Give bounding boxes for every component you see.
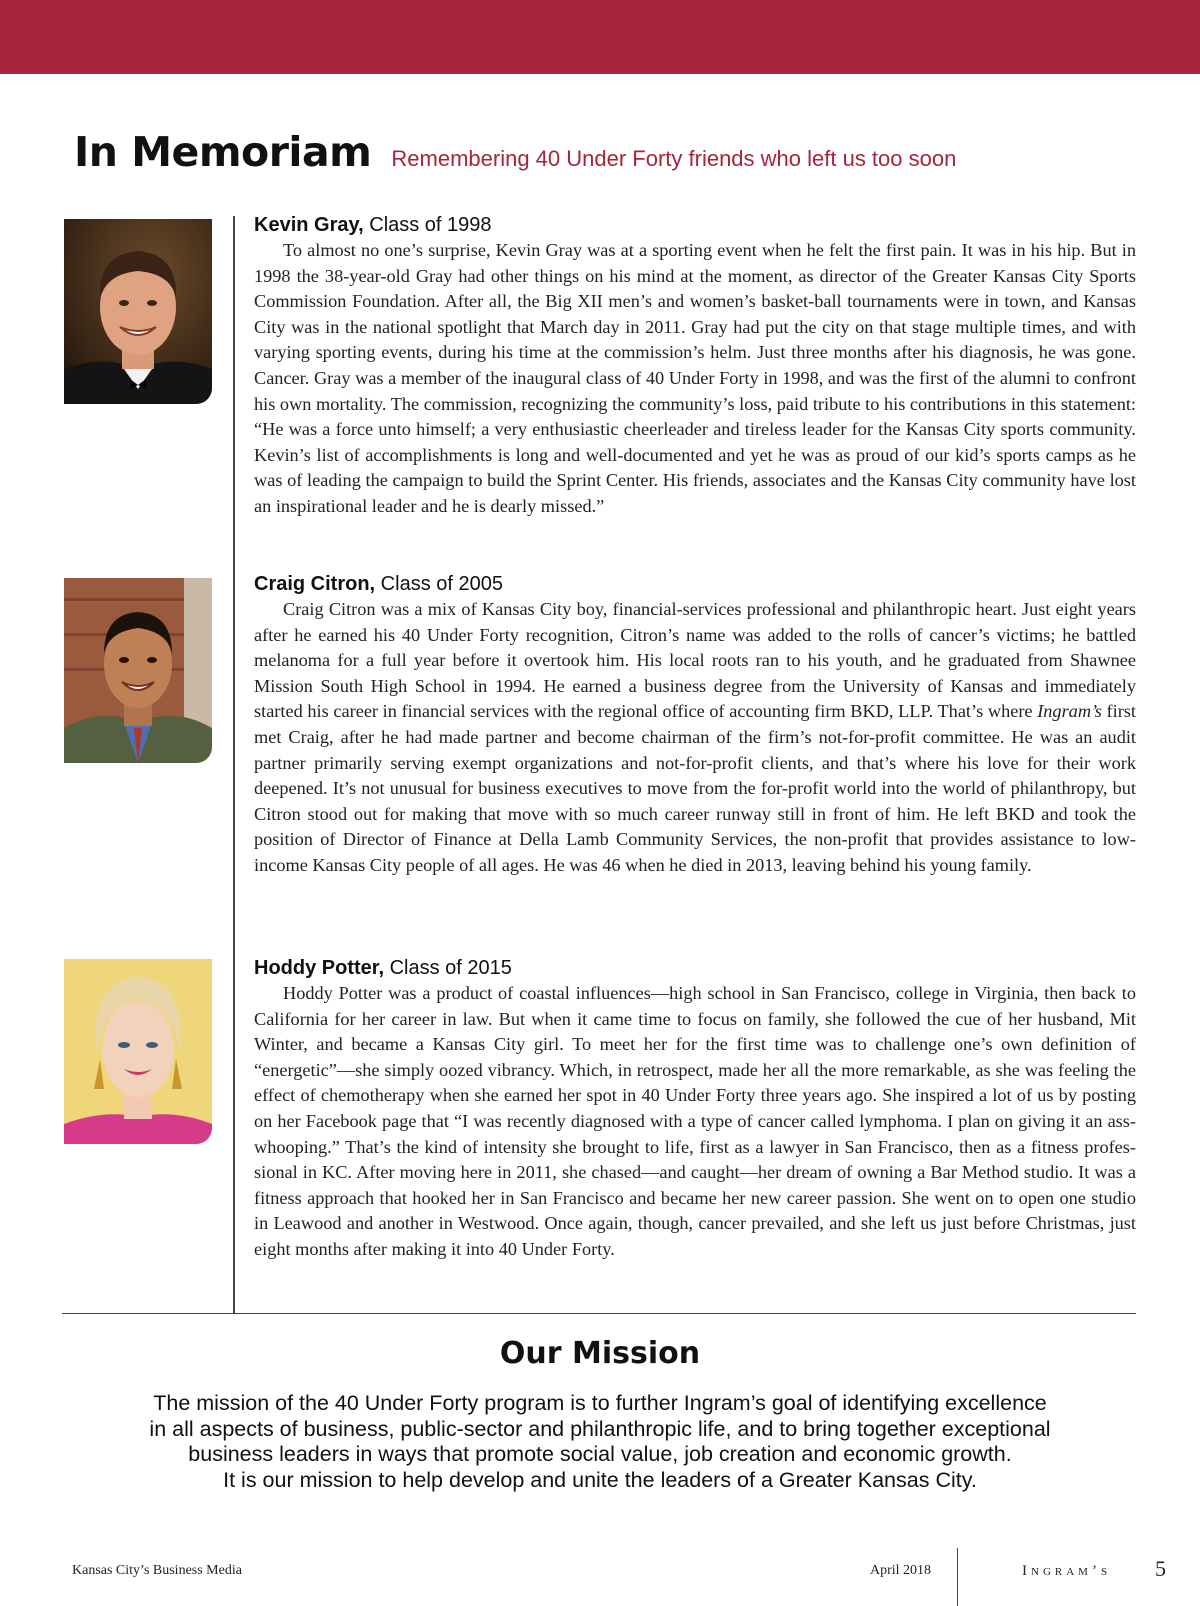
photo-hoddy-potter bbox=[64, 959, 212, 1144]
mission-line: business leaders in ways that promote social value, job creation and economic growth. bbox=[188, 1442, 1012, 1467]
entry-class: Class of 1998 bbox=[363, 214, 492, 236]
mission-statement bbox=[100, 1391, 1100, 1493]
footer-divider bbox=[957, 1548, 958, 1606]
entry-name: Hoddy Potter, bbox=[254, 957, 385, 979]
entry-body bbox=[254, 597, 1136, 879]
memoriam-entry-hoddy-potter bbox=[254, 955, 1136, 1263]
mission-line: It is our mission to help develop and unite the leaders of a Greater Kansas City. bbox=[223, 1467, 977, 1492]
entry-name: Kevin Gray, bbox=[254, 214, 364, 236]
entry-class: Class of 2015 bbox=[384, 957, 512, 979]
page-subtitle: Remembering 40 Under Forty friends who left us too soon bbox=[391, 146, 957, 171]
entry-body-text: Craig Citron was a mix of Kansas City boy, financial-services professional and philanthropic heart. Just eight years after he earned his 40 Under Forty recognition, Citron’s name was added to the rolls of cancer’s victims; he battled melanoma for a full year before it overtook him. His local roots ran to his youth, and he graduated from Shawnee Mission South High School in 1994. He earned a business degree from the University of Kansas and immediately started his career in financial services with the regional office of accounting firm BKD, LLP. That’s where bbox=[254, 599, 1136, 722]
publication-name: Ingram’s bbox=[1037, 701, 1102, 722]
entry-body-text: first met Craig, after he had made partner and become chairman of the firm’s not-for-profit committee. He was an audit partner primarily serving exempt organizations and not-for-profit clients, and that’s where his love for their work deepened. It’s not unusual for business executives to move from the for-profit world into the world of philanthropy, but Citron stood out for making that move with so much career runway still in front of him. He left BKD and took the position of Director of Finance at Della Lamb Community Services, the non-profit that provides assistance to low-income Kansas City people of all ages. He was 46 when he died in 2013, leaving behind his young family. bbox=[254, 701, 1136, 875]
page-number: 5 bbox=[1155, 1556, 1166, 1581]
entry-class: Class of 2005 bbox=[375, 573, 503, 595]
mission-line: in all aspects of business, public-sector and philanthropic life, and to bring together exceptional bbox=[149, 1416, 1051, 1441]
portrait-hoddy-potter bbox=[64, 959, 212, 1144]
section-divider bbox=[62, 1313, 1136, 1314]
memoriam-entry-kevin-gray bbox=[254, 212, 1136, 520]
entry-heading bbox=[254, 212, 1136, 238]
top-color-band bbox=[0, 0, 1200, 74]
photo-kevin-gray bbox=[64, 219, 212, 404]
entry-body: To almost no one’s surprise, Kevin Gray was at a sporting event when he felt the first pain. It was in his hip. But in 1998 the 38-year-old Gray had other things on his mind at the moment, as director of the Greater Kansas City Sports Commission Foundation. After all, the Big XII men’s and women’s basket-ball tournaments were in town, and Kansas City was in the national spotlight that March day in 2011. Gray had put the city on that stage multiple times, and with varying sporting events, during his time at the commission’s helm. Just three months after his diagnosis, he was gone. Cancer. Gray was a member of the inaugural class of 40 Under Forty in 1998, and was the first of the alumni to confront his own mortality. The commission, recognizing the community’s loss, paid tribute to his contributions in this statement: “He was a force unto himself; a very enthusiastic cheerleader and tireless leader for the Kansas City sports community. Kevin’s list of accomplishments is long and well-documented and yet he was as proud of our kid’s sports camps as he was of leading the campaign to build the Sprint Center. His friends, associates and the Kansas City community have lost an inspirational leader and he is dearly missed.” bbox=[254, 240, 1136, 516]
column-divider bbox=[233, 216, 235, 1314]
entry-heading bbox=[254, 571, 1136, 597]
entry-heading bbox=[254, 955, 1136, 981]
mission-title: Our Mission bbox=[499, 1336, 701, 1371]
photo-craig-citron bbox=[64, 578, 212, 763]
memoriam-entry-craig-citron bbox=[254, 571, 1136, 879]
entry-body: Hoddy Potter was a product of coastal influences—high school in San Francisco, college in Virginia, then back to California for her career in law. But when it came time to focus on family, she followed the cue of her husband, Mit Winter, and became a Kansas City girl. To meet her for the first time was to challenge one’s own definition of “energetic”—she simply oozed vibrancy. Which, in retrospect, made her all the more remarkable, as she was feeling the effect of chemotherapy when she earned her spot in 40 Under Forty three years ago. She inspired a lot of us by posting on her Facebook page that “I was recently diagnosed with a type of cancer called lymphoma. I plan on giving it an ass-whooping.” That’s the kind of intensity she brought to life, first as a lawyer in San Francisco, then as a fitness profes-sional in KC. After moving here in 2011, she chased—and caught—her dream of owning a Bar Method studio. It was a fitness approach that hooked her in San Francisco and became her new career passion. She went on to open one studio in Leawood and another in Westwood. Once again, though, cancer prevailed, and she left us just before Christmas, just eight months after making it into 40 Under Forty. bbox=[254, 983, 1136, 1259]
page-header bbox=[74, 128, 1134, 176]
mission-line: The mission of the 40 Under Forty program is to further Ingram’s goal of identifying excellence bbox=[153, 1391, 1047, 1415]
footer-publisher: Kansas City’s Business Media bbox=[72, 1563, 242, 1578]
page-title: In Memoriam bbox=[74, 128, 372, 176]
footer-brand: Ingram’s bbox=[1022, 1563, 1112, 1579]
portrait-kevin-gray bbox=[64, 219, 212, 404]
portrait-craig-citron bbox=[64, 578, 212, 763]
entry-name: Craig Citron, bbox=[254, 573, 376, 595]
footer-date: April 2018 bbox=[870, 1563, 932, 1578]
